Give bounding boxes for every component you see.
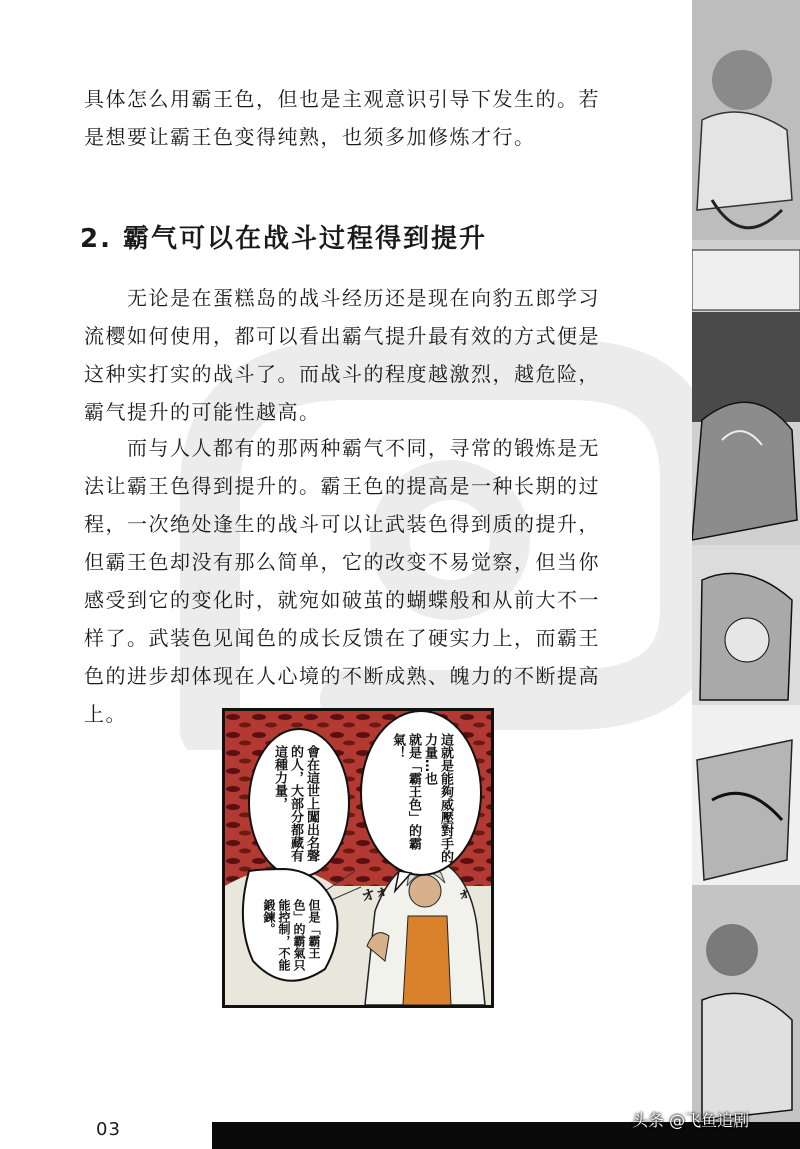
sound-effect-left: オォ: [359, 882, 391, 906]
speech-bubble-bottom: 但是「霸王色」的霸氣只能控制，不能鍛鍊。: [262, 899, 321, 971]
intro-paragraph: 具体怎么用霸王色，但也是主观意识引导下发生的。若是想要让霸王色变得纯熟，也须多加修炼才行。: [84, 87, 600, 149]
section-heading: 2. 霸气可以在战斗过程得到提升: [80, 224, 488, 254]
manga-collage-strip: [692, 0, 800, 1149]
sound-effect-right: ォ: [455, 884, 474, 904]
source-credit: 头条 @飞鱼追剧: [632, 1111, 750, 1130]
body-paragraph-2: 而与人人都有的那两种霸气不同，寻常的锻炼是无法让霸王色得到提升的。霸王色的提高是一种长期的过程，一次绝处逢生的战斗可以让武装色得到质的提升，但霸王色却没有那么简单，它的改变不易觉察，但当你感受到它的变化时，就宛如破茧的蝴蝶般和从前大不一样了。武装色见闻色的成长反馈在了硬实力上，而霸王色的进步却体现在人心境的不断成熟、魄力的不断提高上。: [84, 436, 600, 726]
manga-panel: [222, 708, 494, 1008]
collage-artwork: [692, 0, 800, 1149]
page-number: 03: [96, 1119, 121, 1140]
speech-bubble-right: 這就是能夠威壓對手的力量…也就是「霸王色」的霸氣！: [390, 733, 453, 863]
speech-bubble-middle: 會在這世上闖出名聲的人，大部分都藏有這種力量，: [272, 745, 319, 862]
body-paragraph-1: 无论是在蛋糕岛的战斗经历还是现在向豹五郎学习流樱如何使用，都可以看出霸气提升最有效的方式便是这种实打实的战斗了。而战斗的程度越激烈，越危险，霸气提升的可能性越高。: [84, 286, 600, 424]
